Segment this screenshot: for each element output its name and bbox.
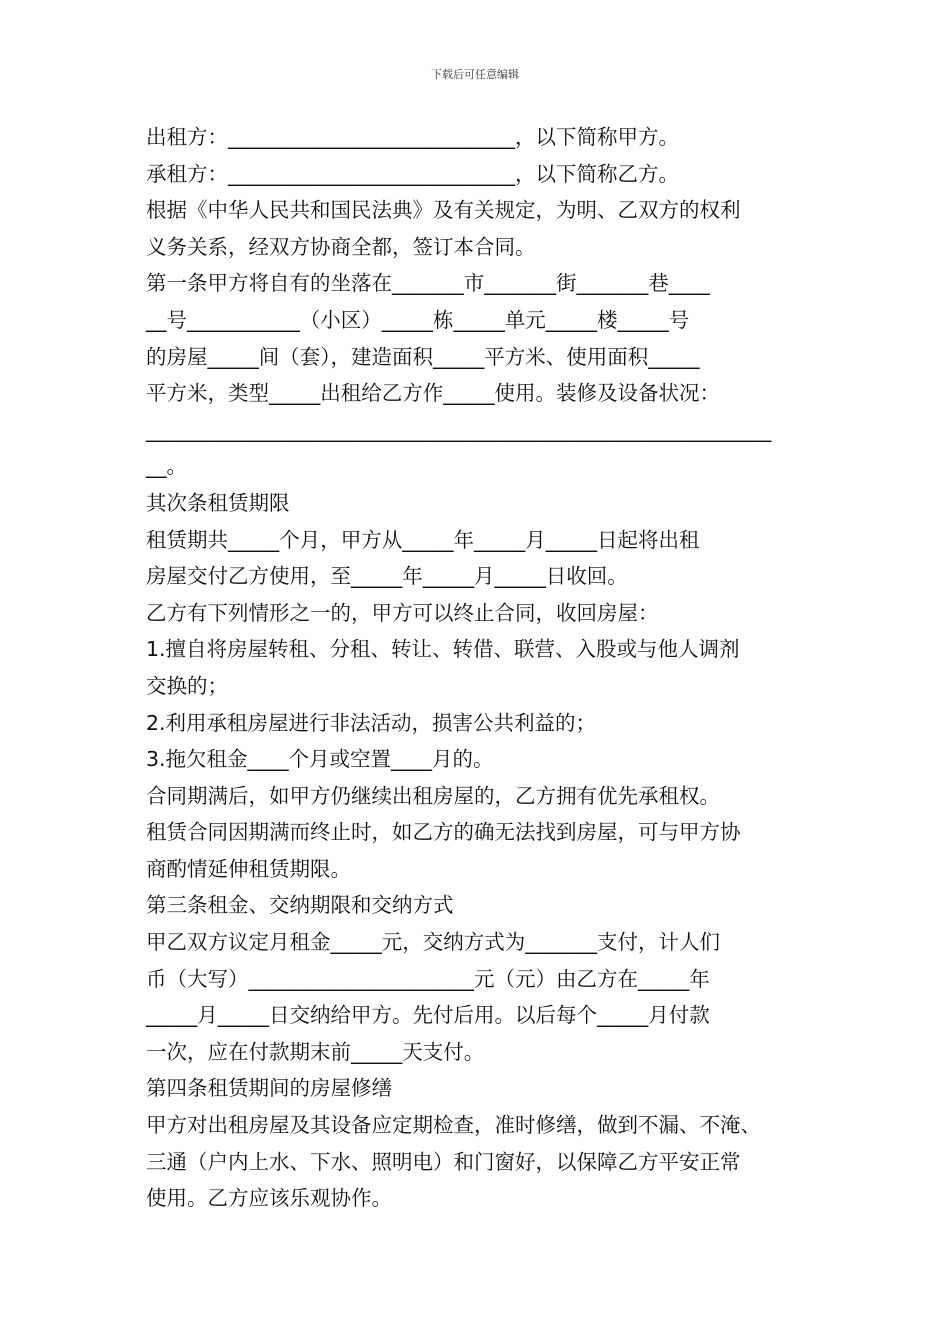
section-heading: 第四条租赁期间的房屋修缮 (146, 1076, 392, 1101)
text-line: 的房屋_____间（套），建造面积_____平方米、使用面积_____ (146, 344, 700, 369)
text-line: 义务关系，经双方协商全都，签订本合同。 (146, 234, 536, 259)
text-line: _____________________________________________________________ (146, 417, 772, 442)
contract-body (146, 119, 810, 1217)
text-line: 一次，应在付款期末前_____天支付。 (146, 1039, 485, 1064)
text-line: 乙方有下列情形之一的，甲方可以终止合同，收回房屋： (146, 600, 659, 625)
text-line: 三通（户内上水、下水、照明电）和门窗好，以保障乙方平安正常 (146, 1149, 741, 1174)
text-line: 平方米，类型_____出租给乙方作_____使用。装修及设备状况： (146, 381, 720, 406)
list-item: 2.利用承租房屋进行非法活动，损害公共利益的； (146, 710, 597, 735)
section-heading: 其次条租赁期限 (146, 490, 290, 515)
text-line: _____月_____日交纳给甲方。先付后用。以后每个_____月付款 (146, 1003, 710, 1028)
text-line: 商酌情延伸租赁期限。 (146, 856, 351, 881)
text-line: 甲乙双方议定月租金_____元，交纳方式为_______支付，计人们 (146, 930, 720, 955)
text-line: __。 (146, 454, 187, 479)
text-line: 出租方：____________________________，以下简称甲方。 (146, 125, 679, 149)
text-line: 承租方：____________________________，以下简称乙方。 (146, 161, 679, 186)
text-line: __号___________（小区）_____栋_____单元_____楼_____号 (146, 307, 690, 332)
text-line: 使用。乙方应该乐观协作。 (146, 1186, 392, 1211)
text-line: 第一条甲方将自有的坐落在_______市_______街_______巷____ (146, 271, 710, 296)
text-line: 根据《中华人民共和国民法典》及有关规定，为明、乙双方的权利 (146, 198, 741, 223)
section-heading: 第三条租金、交纳期限和交纳方式 (146, 893, 454, 918)
text-line: 币（大写）______________________元（元）由乙方在_____年 (146, 966, 710, 991)
list-item: 1.擅自将房屋转租、分租、转让、转借、联营、入股或与他人调剂 (146, 637, 740, 662)
text-line: 租赁期共_____个月，甲方从_____年_____月_____日起将出租 (146, 527, 700, 552)
text-line: 租赁合同因期满而终止时，如乙方的确无法找到房屋，可与甲方协 (146, 820, 741, 845)
text-line: 房屋交付乙方使用，至_____年_____月_____日收回。 (146, 564, 628, 589)
text-line: 合同期满后，如甲方仍继续出租房屋的，乙方拥有优先承租权。 (146, 783, 720, 808)
list-item: 3.拖欠租金____个月或空置____月的。 (146, 747, 494, 772)
text-line: 甲方对出租房屋及其设备应定期检查，准时修缮，做到不漏、不淹、 (146, 1113, 761, 1138)
page-header-note: 下载后可任意编辑 (431, 68, 519, 81)
text-line: 交换的； (146, 673, 228, 698)
